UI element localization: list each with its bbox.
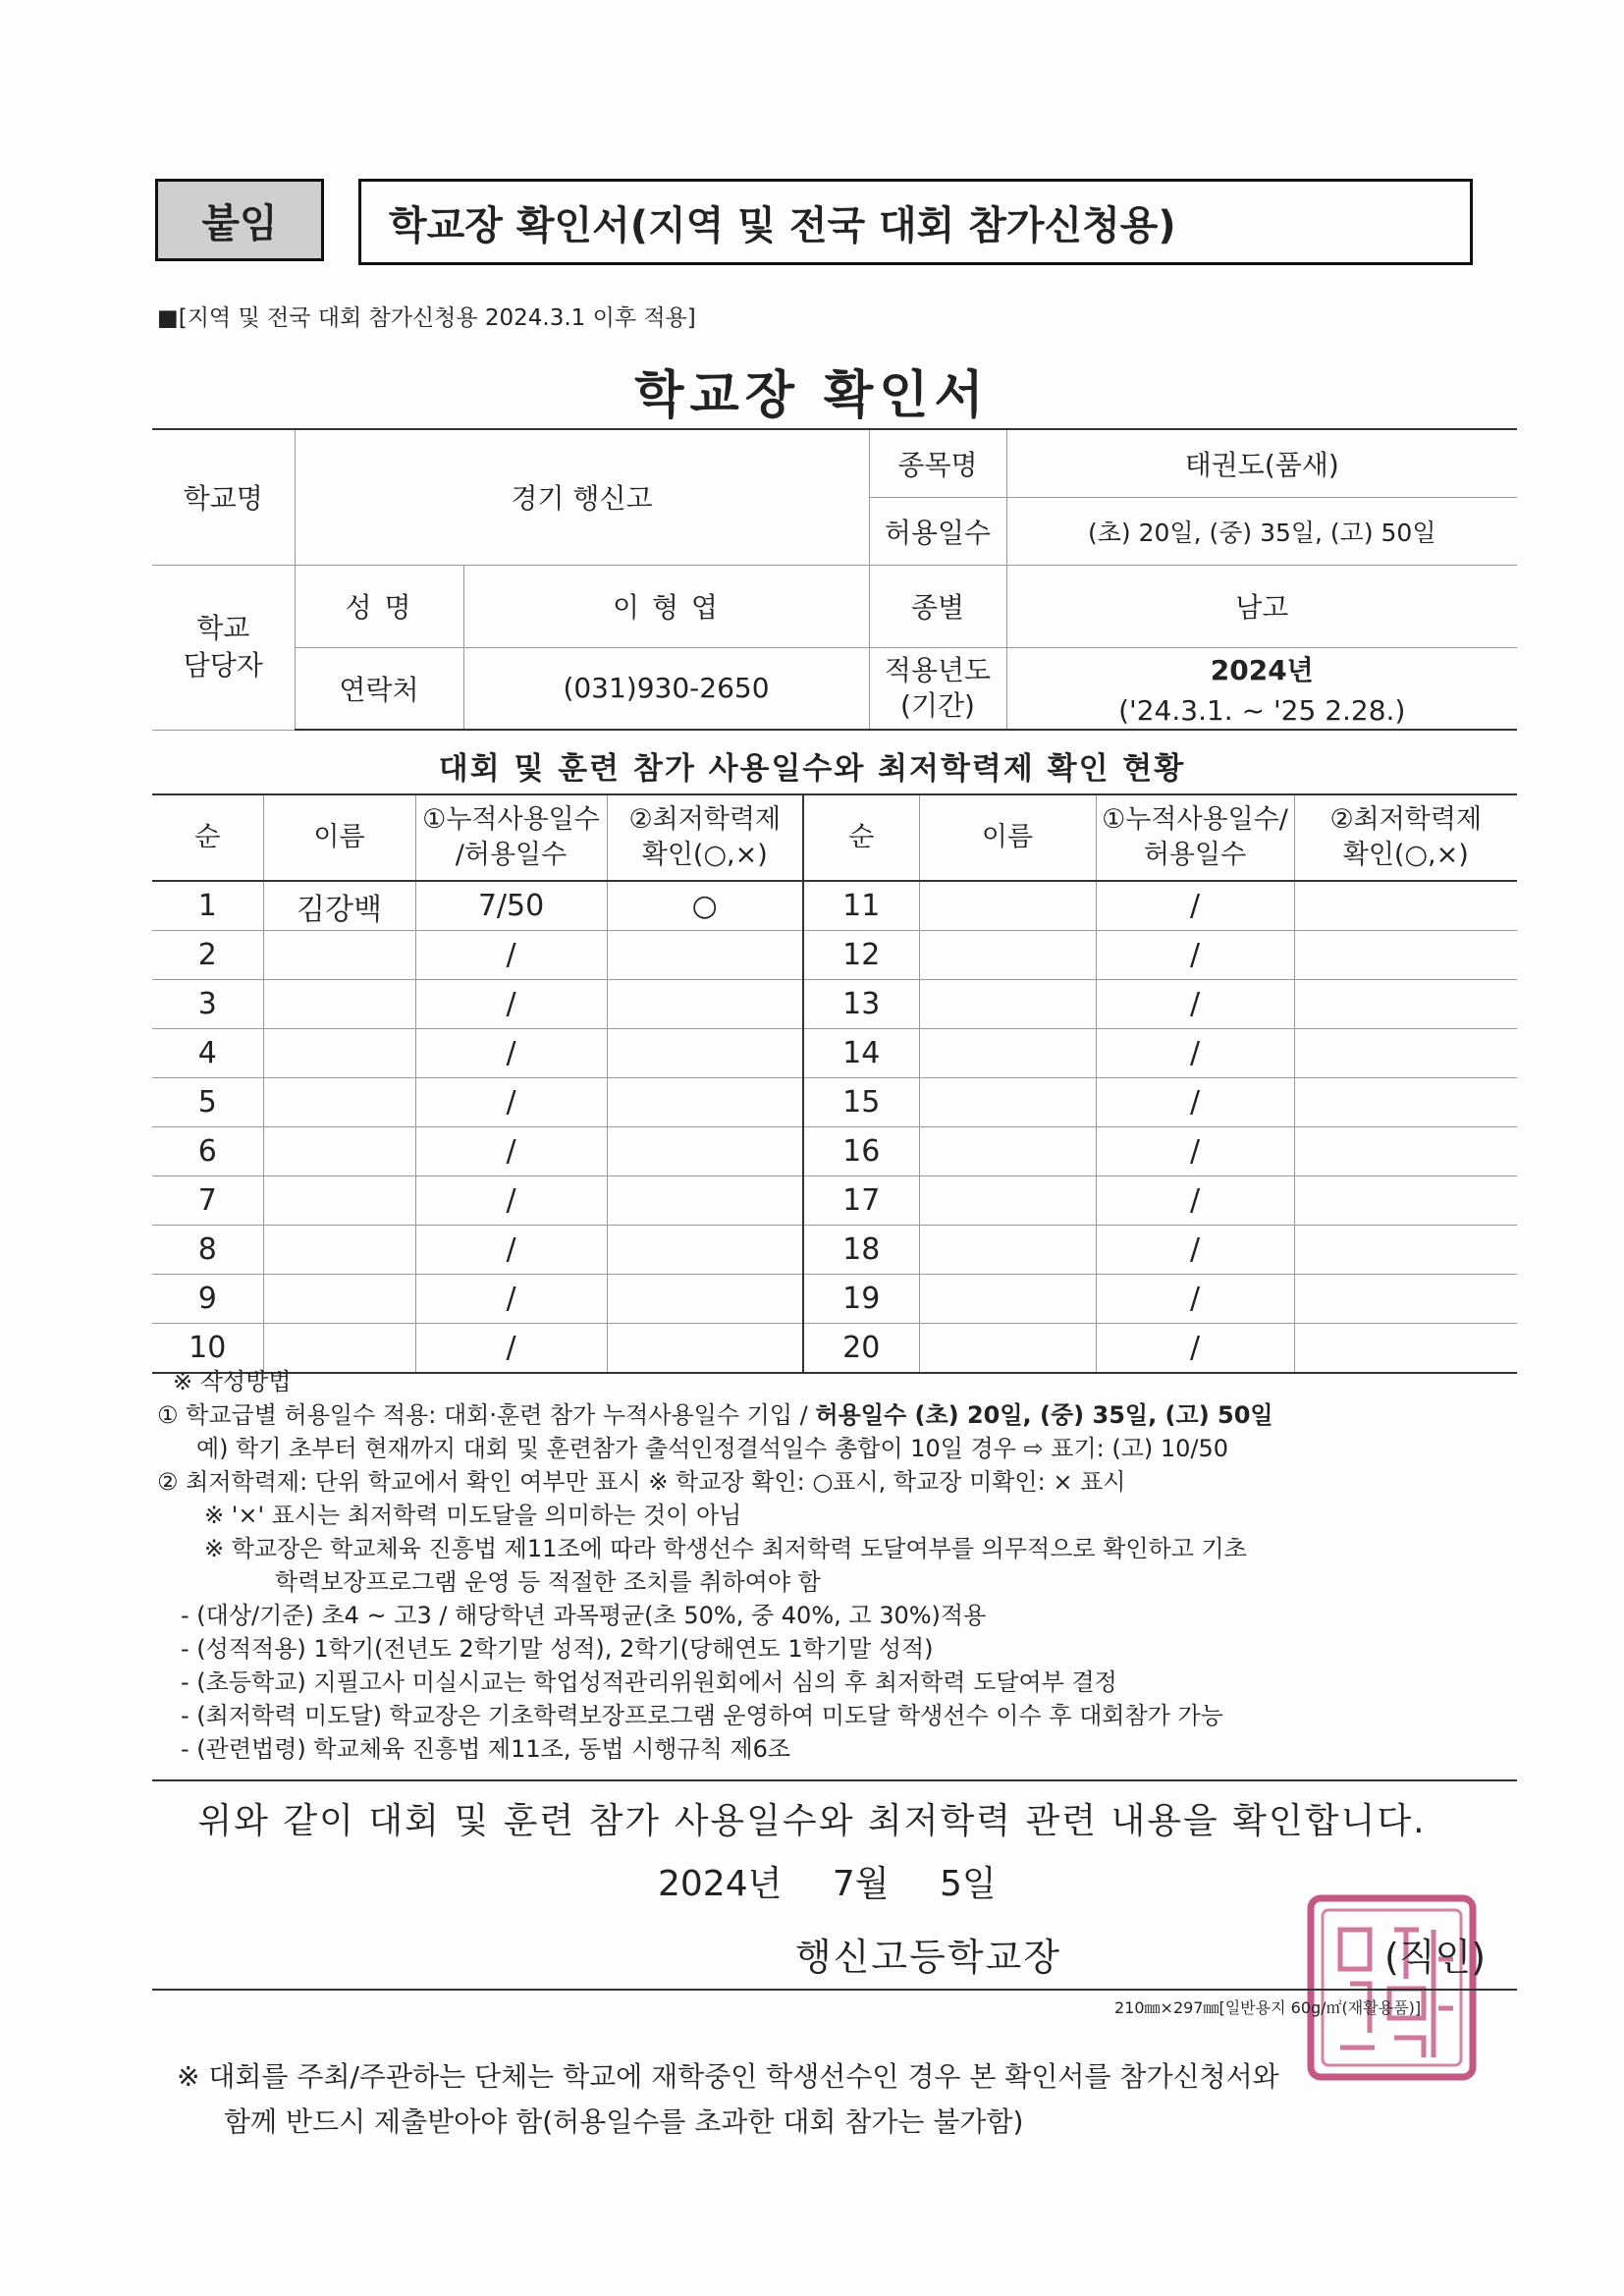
manager-label: 학교 담당자	[152, 565, 295, 730]
row-days: /	[415, 1127, 607, 1176]
row-name	[263, 931, 415, 980]
table-row	[152, 881, 1517, 931]
notes	[157, 1365, 1522, 1766]
row-days: 7/50	[415, 881, 607, 931]
row-check-right	[1294, 1029, 1517, 1078]
notes-heading: ※ 작성방법	[173, 1368, 292, 1395]
row-no: 7	[152, 1176, 263, 1226]
row-check-right	[1294, 1078, 1517, 1127]
row-check	[607, 931, 803, 980]
row-name	[263, 1078, 415, 1127]
row-check-right	[1294, 1127, 1517, 1176]
row-check-right	[1294, 931, 1517, 980]
note-4-cont: 학력보장프로그램 운영 등 적절한 조치를 취하여야 함	[275, 1568, 821, 1596]
row-no: 10	[152, 1324, 263, 1374]
row-check-right	[1294, 980, 1517, 1029]
row-no-right: 13	[803, 980, 919, 1029]
row-name: 김강백	[263, 881, 415, 931]
header-name-right: 이름	[919, 794, 1096, 881]
date-month: 7월	[832, 1864, 890, 1904]
allowed-days: (초) 20일, (중) 35일, (고) 50일	[1006, 497, 1517, 565]
row-no-right: 14	[803, 1029, 919, 1078]
attachment-tag-label: 붙임	[201, 200, 278, 246]
row-days-right: /	[1096, 1078, 1294, 1127]
divider-bottom	[152, 1989, 1517, 1991]
table-row	[152, 1029, 1517, 1078]
header-days-right: ①누적사용일수/ 허용일수	[1096, 794, 1294, 881]
row-name	[263, 1275, 415, 1324]
period: ('24.3.1. ~ '25 2.28.)	[1118, 694, 1406, 728]
row-days-right: /	[1096, 1324, 1294, 1374]
row-check: ○	[607, 881, 803, 931]
usage-header-row	[152, 794, 1517, 881]
row-name-right	[919, 1226, 1096, 1275]
year-label: 적용년도 (기간)	[869, 647, 1006, 730]
row-no-right: 18	[803, 1226, 919, 1275]
name-label: 성 명	[295, 565, 463, 647]
row-check-right	[1294, 881, 1517, 931]
row-name-right	[919, 1127, 1096, 1176]
row-check-right	[1294, 1226, 1517, 1275]
row-no-right: 17	[803, 1176, 919, 1226]
row-check	[607, 1275, 803, 1324]
table-row	[152, 931, 1517, 980]
gender-label: 종별	[869, 565, 1006, 647]
row-days: /	[415, 1176, 607, 1226]
issue-date	[658, 1856, 997, 1906]
note-1-example: 예) 학기 초부터 현재까지 대회 및 훈련참가 출석인정결석일수 총합이 10일 경우 ⇨ 표기: (고) 10/50	[196, 1435, 1229, 1462]
date-day: 5일	[940, 1864, 997, 1904]
row-name	[263, 1226, 415, 1275]
year-cell	[1006, 647, 1517, 730]
row-name-right	[919, 881, 1096, 931]
note-2: ② 최저학력제: 단위 학교에서 확인 여부만 표시 ※ 학교장 확인: ○표시, 학교장 미확인: × 표시	[157, 1468, 1126, 1496]
row-no: 9	[152, 1275, 263, 1324]
row-days-right: /	[1096, 1226, 1294, 1275]
row-name-right	[919, 1029, 1096, 1078]
note-1-text: ① 학교급별 허용일수 적용: 대회·훈련 참가 누적사용일수 기입 /	[157, 1401, 816, 1429]
detail-4: - (최저학력 미도달) 학교장은 기초학력보장프로그램 운영하여 미도달 학생선수 이수 후 대회참가 가능	[181, 1702, 1223, 1729]
row-days-right: /	[1096, 931, 1294, 980]
row-name	[263, 1176, 415, 1226]
row-days: /	[415, 980, 607, 1029]
row-no: 8	[152, 1226, 263, 1275]
year: 2024년	[1210, 654, 1314, 687]
row-check	[607, 1127, 803, 1176]
row-days: /	[415, 931, 607, 980]
row-check	[607, 1176, 803, 1226]
sport-label: 종목명	[869, 429, 1006, 497]
detail-5: - (관련법령) 학교체육 진흥법 제11조, 동법 시행규칙 제6조	[181, 1735, 791, 1763]
gender: 남고	[1006, 565, 1517, 647]
allowed-days-label: 허용일수	[869, 497, 1006, 565]
header-no-right: 순	[803, 794, 919, 881]
row-days-right: /	[1096, 1127, 1294, 1176]
header-check-right: ②최저학력제 확인(○,×)	[1294, 794, 1517, 881]
row-name-right	[919, 980, 1096, 1029]
note-1	[157, 1398, 1522, 1432]
row-check	[607, 1226, 803, 1275]
row-days-right: /	[1096, 980, 1294, 1029]
row-days-right: /	[1096, 1275, 1294, 1324]
row-check-right	[1294, 1176, 1517, 1226]
row-check-right	[1294, 1275, 1517, 1324]
principal-title: 행신고등학교장	[795, 1936, 1061, 1979]
footer-note	[177, 2054, 1492, 2145]
detail-2: - (성적적용) 1학기(전년도 2학기말 성적), 2학기(당해연도 1학기말 성적)	[181, 1635, 934, 1663]
row-no-right: 20	[803, 1324, 919, 1374]
table-row	[152, 1127, 1517, 1176]
note-4: ※ 학교장은 학교체육 진흥법 제11조에 따라 학생선수 최저학력 도달여부를 의무적으로 확인하고 기초	[204, 1535, 1247, 1562]
row-no: 6	[152, 1127, 263, 1176]
table-row	[152, 1078, 1517, 1127]
date-year: 2024년	[658, 1864, 783, 1904]
table-row	[152, 1275, 1517, 1324]
row-name	[263, 980, 415, 1029]
row-days: /	[415, 1078, 607, 1127]
paper-spec: 210㎜×297㎜[일반용지 60g/㎡(재활용품)]	[1114, 1998, 1422, 2017]
row-no-right: 19	[803, 1275, 919, 1324]
row-no: 4	[152, 1029, 263, 1078]
row-no: 3	[152, 980, 263, 1029]
row-days: /	[415, 1324, 607, 1374]
row-no: 1	[152, 881, 263, 931]
row-check	[607, 980, 803, 1029]
row-days-right: /	[1096, 1176, 1294, 1226]
row-name	[263, 1029, 415, 1078]
seal-label: (직인)	[1384, 1936, 1487, 1979]
header-name: 이름	[263, 794, 415, 881]
sport: 태권도(품새)	[1006, 429, 1517, 497]
note-1-bold: 허용일수 (초) 20일, (중) 35일, (고) 50일	[815, 1401, 1273, 1429]
row-days-right: /	[1096, 881, 1294, 931]
header-days: ①누적사용일수 /허용일수	[415, 794, 607, 881]
row-check	[607, 1029, 803, 1078]
row-no-right: 12	[803, 931, 919, 980]
section-title: 대회 및 훈련 참가 사용일수와 최저학력제 확인 현황	[438, 751, 1186, 787]
row-no-right: 11	[803, 881, 919, 931]
attachment-tag	[155, 179, 324, 261]
row-no: 5	[152, 1078, 263, 1127]
row-name	[263, 1127, 415, 1176]
detail-3: - (초등학교) 지필고사 미실시교는 학업성적관리위원회에서 심의 후 최저학력 도달여부 결정	[181, 1668, 1117, 1696]
row-name-right	[919, 1275, 1096, 1324]
row-days-right: /	[1096, 1029, 1294, 1078]
detail-1: - (대상/기준) 초4 ~ 고3 / 해당학년 과목평균(초 50%, 중 40%, 고 30%)적용	[181, 1602, 987, 1629]
row-check	[607, 1078, 803, 1127]
confirm-text: 위와 같이 대회 및 훈련 참가 사용일수와 최저학력 관련 내용을 확인합니다.	[197, 1801, 1427, 1841]
row-days: /	[415, 1029, 607, 1078]
contact-label: 연락처	[295, 647, 463, 730]
usage-table	[152, 793, 1517, 1374]
note-3: ※ '×' 표시는 최저학력 미도달을 의미하는 것이 아님	[204, 1502, 742, 1529]
table-row	[152, 1176, 1517, 1226]
header-no: 순	[152, 794, 263, 881]
document-title: 학교장 확인서	[634, 366, 990, 425]
header-title-box	[358, 179, 1473, 265]
row-no: 2	[152, 931, 263, 980]
info-table	[152, 428, 1517, 731]
table-row	[152, 980, 1517, 1029]
manager-name: 이 형 엽	[463, 565, 869, 647]
footer-note-line-1: ※ 대회를 주최/주관하는 단체는 학교에 재학중인 학생선수인 경우 본 확인서를 참가신청서와	[177, 2060, 1279, 2093]
footer-note-line-2: 함께 반드시 제출받아야 함(허용일수를 초과한 대회 참가는 불가함)	[224, 2105, 1024, 2138]
row-days: /	[415, 1226, 607, 1275]
row-name-right	[919, 931, 1096, 980]
table-row	[152, 1226, 1517, 1275]
header-title: 학교장 확인서(지역 및 전국 대회 참가신청용)	[389, 202, 1176, 248]
row-name-right	[919, 1176, 1096, 1226]
school-name: 경기 행신고	[295, 429, 869, 565]
divider	[152, 1779, 1517, 1781]
apply-note: ■[지역 및 전국 대회 참가신청용 2024.3.1 이후 적용]	[157, 305, 696, 331]
row-no-right: 15	[803, 1078, 919, 1127]
school-name-label: 학교명	[152, 429, 295, 565]
row-no-right: 16	[803, 1127, 919, 1176]
header-check: ②최저학력제 확인(○,×)	[607, 794, 803, 881]
row-days: /	[415, 1275, 607, 1324]
row-name-right	[919, 1078, 1096, 1127]
contact: (031)930-2650	[463, 647, 869, 730]
